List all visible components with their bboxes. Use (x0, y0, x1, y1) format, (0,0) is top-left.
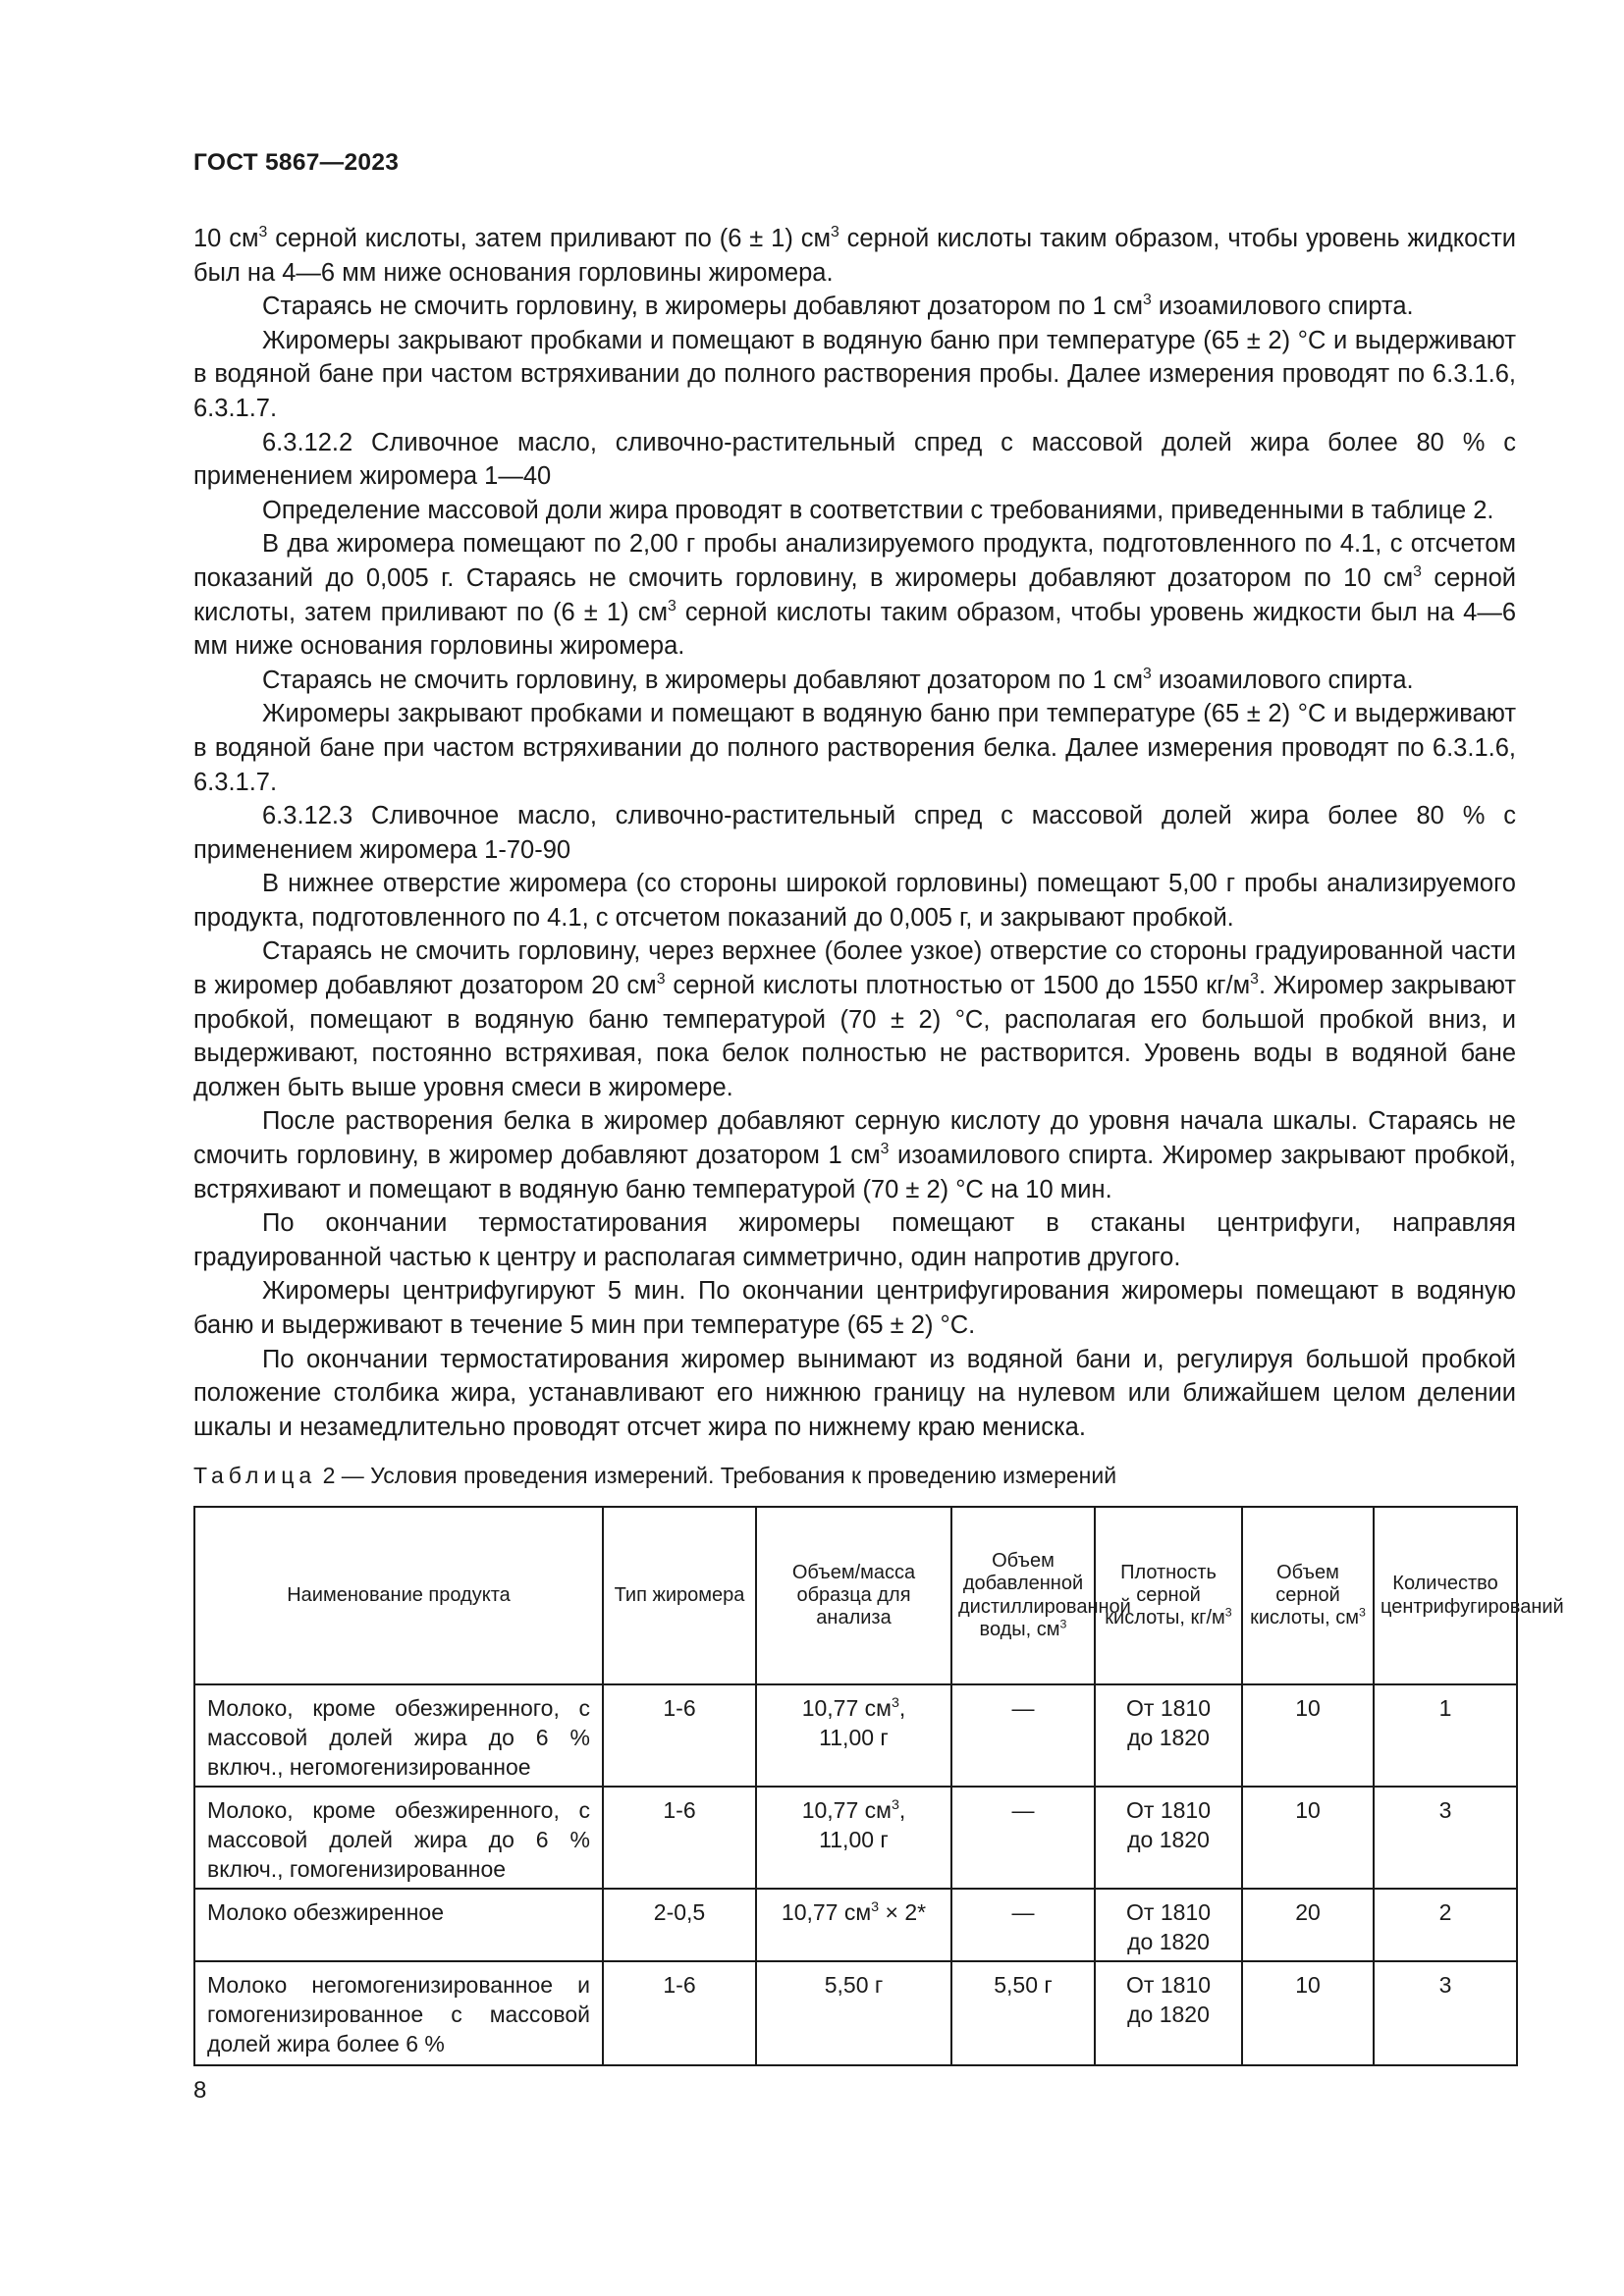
cell-acid-volume: 10 (1242, 1787, 1374, 1889)
cell-product-name: Молоко, кроме обезжиренного, с массовой долей жира до 6 % включ., негомогенизированное (194, 1684, 603, 1787)
cell-water: — (951, 1684, 1095, 1787)
header-acid-density: Плотность серной кислоты, $кг/м^3$ (1095, 1507, 1242, 1684)
header-centrifugation-count: Количество центрифугирований (1374, 1507, 1517, 1684)
cell-type: 1-6 (603, 1787, 756, 1889)
table-row (194, 1961, 1517, 2065)
cell-product-name: Молоко, кроме обезжиренного, с массовой долей жира до 6 % включ., гомогенизированное (194, 1787, 603, 1889)
cell-type: 1-6 (603, 1684, 756, 1787)
cell-acid-volume: 10 (1242, 1961, 1374, 2065)
header-acid-volume: Объем серной кислоты, $см^3$ (1242, 1507, 1374, 1684)
standard-header: ГОСТ 5867—2023 (193, 149, 400, 176)
cell-density: От 1810 до 1820 (1095, 1684, 1242, 1787)
cell-count: 3 (1374, 1787, 1517, 1889)
cell-type: 1-6 (603, 1961, 756, 2065)
header-product-name: Наименование продукта (194, 1507, 603, 1684)
cell-water: 5,50 г (951, 1961, 1095, 2065)
cell-product-name: Молоко обезжиренное (194, 1889, 603, 1961)
paragraph: Определение массовой доли жира проводят в соответствии с требованиями, приведенными в таблице 2. (262, 496, 1494, 524)
cell-product-name: Молоко негомогенизированное и гомогенизированное с массовой долей жира более 6 % (194, 1961, 603, 2065)
section-heading: 6.3.12.3 Сливочное масло, сливочно-растительный спред с массовой долей жира более 80 % с применением жиромера 1-70-90 (193, 802, 1516, 864)
paragraph: По окончании термостатирования жиромер вынимают из водяной бани и, регулируя большой пробкой положение столбика жира, устанавливают его нижнюю границу на нулевом или ближайшем целом делении шкалы и незамедлительно проводят отсчет жира по нижнему краю мениска. (193, 1345, 1516, 1441)
paragraph: Жиромеры закрывают пробками и помещают в водяную баню при температуре (65 ± 2) °С и выдерживают в водяной бане при частом встряхивании до полного растворения пробы. Далее измерения проводят по 6.3.1.6, 6.3.1.7. (193, 326, 1516, 422)
table-row (194, 1787, 1517, 1889)
header-water-volume: Объем добавленной дистиллированной воды, $см^3$ (951, 1507, 1095, 1684)
cell-density: От 1810 до 1820 (1095, 1889, 1242, 1961)
cell-acid-volume: 20 (1242, 1889, 1374, 1961)
body-text (193, 222, 1516, 1444)
paragraph: После растворения белка в жиромер добавляют серную кислоту до уровня начала шкалы. Стараясь не смочить горловину, в жиромер добавляют дозатором 1 $см^3$ изоамилового спирта. Жиромер закрывают пробкой, встряхивают и помещают в водяную баню температурой (70 ± 2) °С на 10 мин. (193, 1107, 1517, 1203)
table-header-row (194, 1507, 1517, 1684)
table-caption (193, 1463, 1116, 1489)
paragraph: Жиромеры закрывают пробками и помещают в водяную баню при температуре (65 ± 2) °С и выдерживают в водяной бане при частом встряхивании до полного растворения белка. Далее измерения проводят по 6.3.1.6, 6.3.1.7. (193, 700, 1516, 796)
page-number: 8 (193, 2077, 207, 2104)
table-row (194, 1889, 1517, 1961)
paragraph: 10 $см^3$ серной кислоты, затем приливают по (6 ± 1) $см^3$ серной кислоты таким образом, чтобы уровень жидкости был на 4—6 мм ниже основания горловины жиромера. (193, 224, 1516, 287)
cell-sample-volume: 5,50 г (756, 1961, 951, 2065)
paragraph: Стараясь не смочить горловину, через верхнее (более узкое) отверстие со стороны градуированной части в жиромер добавляют дозатором 20 $см^3$ серной кислоты плотностью от 1500 до 1550 $кг/м^3$. Жиромер закрывают пробкой, помещают в водяную баню температурой (70 ± 2) °С, располагая его большой пробкой вниз, и выдерживают, постоянно встряхивая, пока белок полностью не растворится. Уровень воды в водяной бане должен быть выше уровня смеси в жиромере. (193, 937, 1517, 1101)
paragraph: По окончании термостатирования жиромеры помещают в стаканы центрифуги, направляя градуированной частью к центру и располагая симметрично, один напротив другого. (193, 1209, 1516, 1271)
paragraph: В два жиромера помещают по 2,00 г пробы анализируемого продукта, подготовленного по 4.1, с отсчетом показаний до 0,005 г. Стараясь не смочить горловину, в жиромеры добавляют дозатором по 10 $см^3$ серной кислоты, затем приливают по (6 ± 1) $см^3$ серной кислоты таким образом, чтобы уровень жидкости был на 4—6 мм ниже основания горловины жиромера. (193, 530, 1517, 661)
header-sample-volume: Объем/масса образца для анализа (756, 1507, 951, 1684)
cell-count: 3 (1374, 1961, 1517, 2065)
cell-sample-volume: 10,77 $см^3$, 11,00 г (756, 1787, 951, 1889)
table-caption-label: Таблица (193, 1463, 317, 1488)
cell-water: — (951, 1889, 1095, 1961)
paragraph: Жиромеры центрифугируют 5 мин. По окончании центрифугирования жиромеры помещают в водяную баню и выдерживают в течение 5 мин при температуре (65 ± 2) °С. (193, 1277, 1516, 1339)
cell-sample-volume: 10,77 $см^3$, 11,00 г (756, 1684, 951, 1787)
table-row (194, 1684, 1517, 1787)
paragraph: В нижнее отверстие жиромера (со стороны широкой горловины) помещают 5,00 г пробы анализируемого продукта, подготовленного по 4.1, с отсчетом показаний до 0,005 г, и закрывают пробкой. (193, 870, 1516, 932)
table-caption-text: 2 — Условия проведения измерений. Требования к проведению измерений (316, 1463, 1117, 1488)
section-heading: 6.3.12.2 Сливочное масло, сливочно-растительный спред с массовой долей жира более 80 % с применением жиромера 1—40 (193, 428, 1516, 491)
cell-type: 2-0,5 (603, 1889, 756, 1961)
paragraph: Стараясь не смочить горловину, в жиромеры добавляют дозатором по 1 $см^3$ изоамилового спирта. (262, 665, 1414, 694)
cell-water: — (951, 1787, 1095, 1889)
cell-count: 1 (1374, 1684, 1517, 1787)
cell-count: 2 (1374, 1889, 1517, 1961)
measurement-conditions-table (193, 1506, 1564, 2066)
cell-density: От 1810 до 1820 (1095, 1961, 1242, 2065)
paragraph: Стараясь не смочить горловину, в жиромеры добавляют дозатором по 1 $см^3$ изоамилового спирта. (262, 292, 1414, 321)
header-butyrometer-type: Тип жиромера (603, 1507, 756, 1684)
cell-density: От 1810 до 1820 (1095, 1787, 1242, 1889)
cell-acid-volume: 10 (1242, 1684, 1374, 1787)
cell-sample-volume: 10,77 $см^3 \times 2*$ (756, 1889, 951, 1961)
